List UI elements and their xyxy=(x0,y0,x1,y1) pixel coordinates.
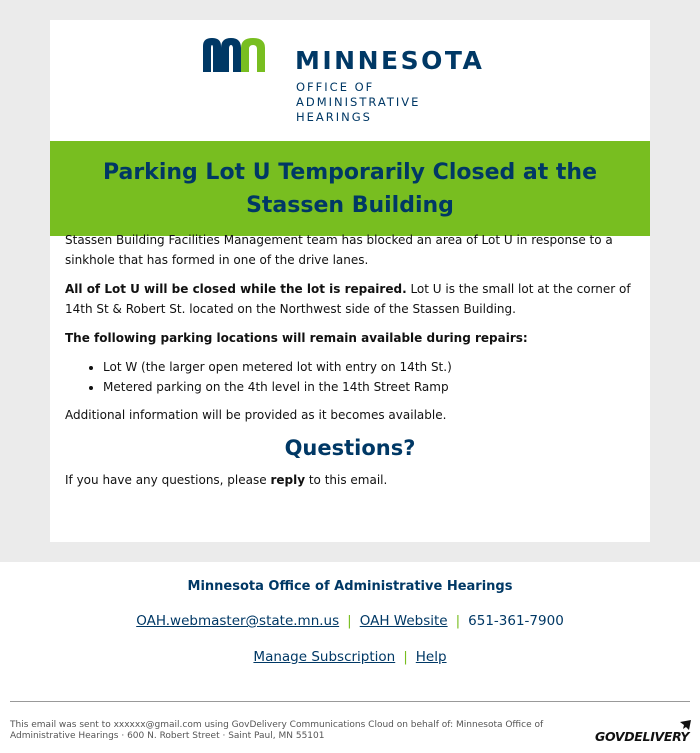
closure-detail: Lot U is the small lot at the corner of 14th St & Robert St. located on the Northwest side of the Stassen Building. xyxy=(65,282,631,316)
list-item: • Lot W (the larger open metered lot with entry on 14th St.) xyxy=(103,357,635,377)
contact-text-end: to this email. xyxy=(305,473,388,487)
intro-paragraph: Stassen Building Facilities Management team has blocked an area of Lot U in response to a sinkhole that has formed in one of the drive lanes. xyxy=(65,233,613,267)
logo-subtitle-line: OFFICE OF xyxy=(296,80,375,94)
logo-title: MINNESOTA xyxy=(295,46,485,75)
contact-text: If you have any questions, please xyxy=(65,473,271,487)
logo-subtitle-line: HEARINGS xyxy=(296,110,372,124)
logo-subtitle-line: ADMINISTRATIVE xyxy=(296,95,421,109)
separator: | xyxy=(455,613,461,629)
help-link[interactable]: Help xyxy=(415,649,447,665)
footer-contact-links xyxy=(0,613,700,629)
manage-subscription-link[interactable]: Manage Subscription xyxy=(253,649,396,665)
govdelivery-logo[interactable]: GOVDELIVERY xyxy=(595,729,690,744)
page-title: Parking Lot U Temporarily Closed at the Stassen Building xyxy=(102,159,598,218)
separator: | xyxy=(403,649,408,665)
list-item: • Metered parking on the 4th level in the 14th Street Ramp xyxy=(103,377,635,397)
separator: | xyxy=(347,613,352,629)
questions-heading: Questions? xyxy=(284,436,416,460)
footer-fine-print: This email was sent to xxxxxx@gmail.com using GovDelivery Communications Cloud on behalf of: Minnesota Office of Administrative Hearings · 600 N. Robert Street · Saint Paul, MN 55101 xyxy=(10,720,544,741)
email-link[interactable]: OAH.webmaster@state.mn.us xyxy=(136,613,340,629)
contact-paragraph xyxy=(65,470,635,490)
logo-subtitle xyxy=(296,80,420,125)
alternatives-heading xyxy=(65,328,635,348)
envelope-icon xyxy=(680,720,691,730)
title-banner xyxy=(50,141,650,236)
mn-logo-icon xyxy=(203,38,281,72)
parking-list xyxy=(65,357,635,397)
footer-divider xyxy=(10,701,690,702)
header-logo xyxy=(50,20,650,141)
footer-org-name: Minnesota Office of Administrative Hearings xyxy=(187,579,513,594)
phone-number: 651-361-7900 xyxy=(468,613,564,629)
footer xyxy=(0,562,700,753)
closure-bold: All of Lot U will be closed while the lot is repaired. xyxy=(65,282,407,296)
website-link[interactable]: OAH Website xyxy=(359,613,448,629)
email-body xyxy=(65,230,635,499)
alternatives-heading-text: The following parking locations will remain available during repairs: xyxy=(65,331,528,345)
reply-bold: reply xyxy=(270,473,306,487)
footer-subscription-links xyxy=(0,649,700,665)
closure-paragraph xyxy=(65,279,635,319)
update-paragraph: Additional information will be provided as it becomes available. xyxy=(65,408,447,422)
